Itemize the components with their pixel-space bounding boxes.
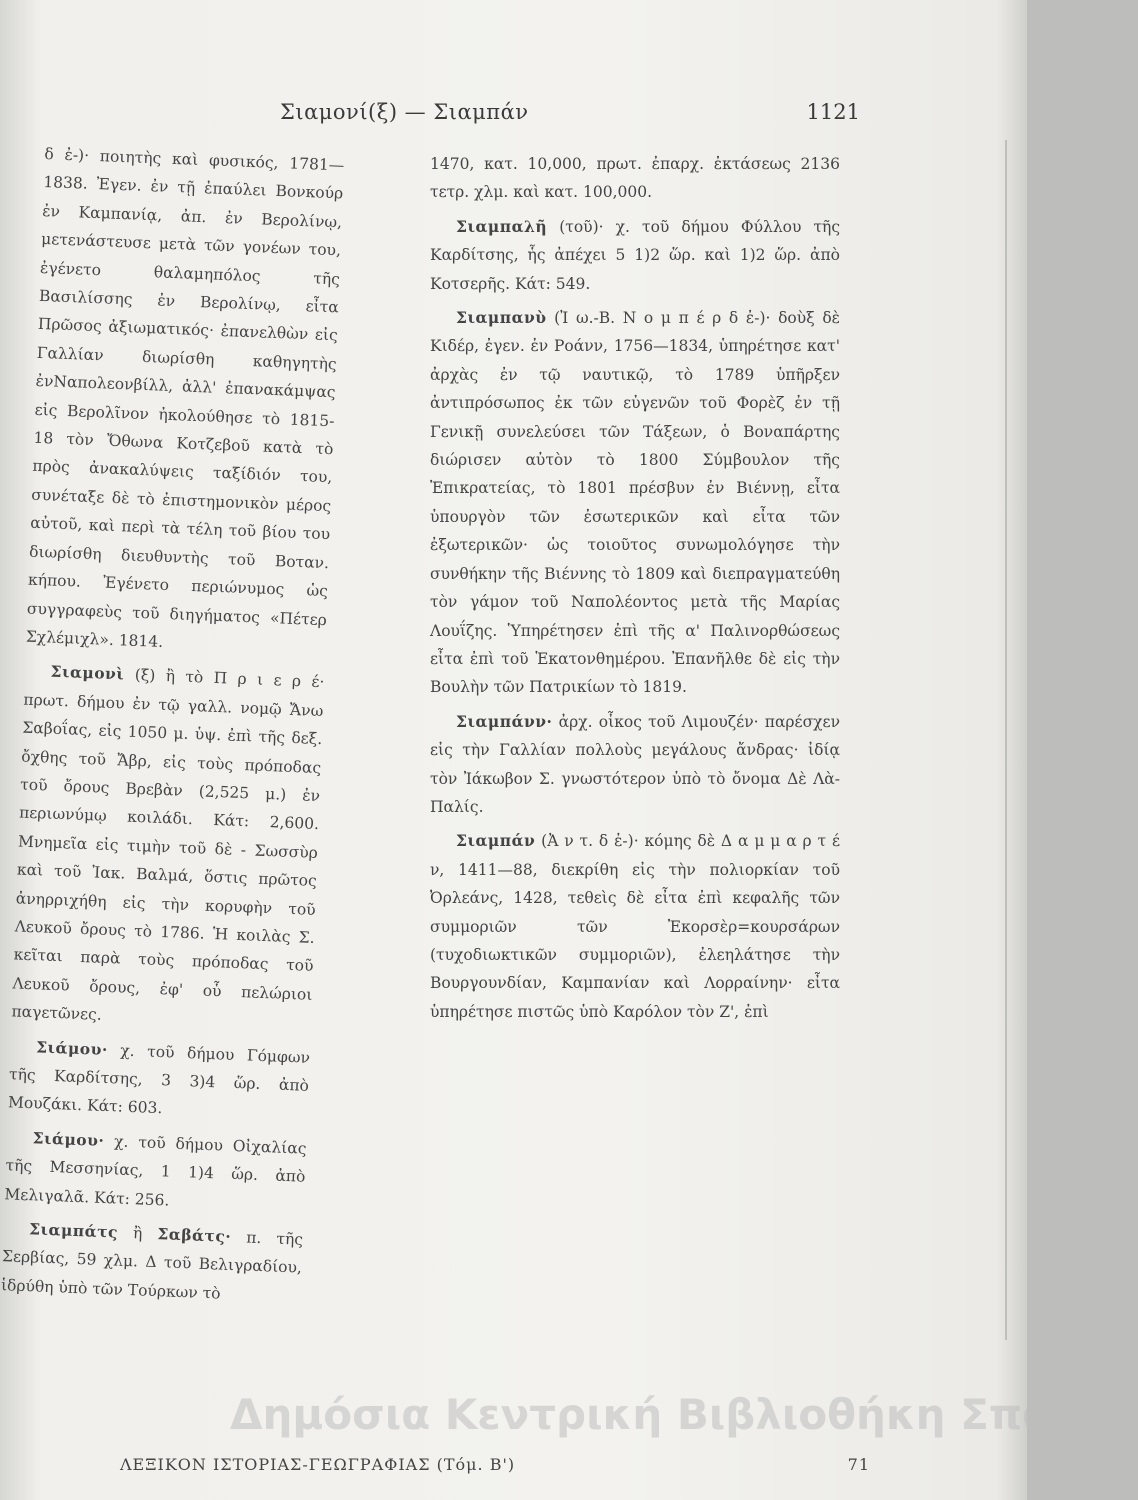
- entry-text: π. τῆς Σερβίας, 59 χλμ. Δ τοῦ Βελιγραδίου, ἱδρύθη ὑπὸ τῶν Τούρκων τὸ: [0, 1228, 304, 1303]
- entry-text: (ξ) ἢ τὸ Π ρ ι ε ρ έ· πρωτ. δήμου ἐν τῷ γαλλ. νομῷ Ἄνω Σαβοΐας, εἰς 1050 μ. ὑψ. ἐπὶ τῆς δεξ. ὄχθης τοῦ Ἄβρ, εἰς τοὺς πρόποδας τοῦ ὄρους Βρεβὰν (2,525 μ.) ἐν περιωνύμῳ κοιλάδι. Κάτ: 2,600. Μνημεῖα εἰς τιμὴν τοῦ δὲ - Σωσσὺρ καὶ τοῦ Ἰακ. Βαλμά, ὅστις πρῶτος ἀνηρριχήθη εἰς τὴν κορυφὴν τοῦ Λευκοῦ ὄρους τὸ 1786. Ἡ κοιλὰς Σ. κεῖται παρὰ τοὺς πρόποδας τοῦ Λευκοῦ ὄρους, ἐφ' οὗ πελώριοι παγετῶνες.: [11, 666, 325, 1025]
- entry-headword: Σιαμπανὺ: [456, 308, 547, 328]
- library-watermark: Δημόσια Κεντρική Βιβλιοθήκη Σπάρτη: [230, 1390, 1138, 1439]
- right-column: [430, 150, 840, 1032]
- entry-headword: Σιάμου·: [32, 1128, 105, 1150]
- entry-headword-alt: Σαβάτς·: [157, 1224, 232, 1246]
- entry-headword: Σιαμπαλῆ: [456, 216, 548, 236]
- signature-mark: 71: [847, 1455, 870, 1474]
- entry-text: (Ἀ ν τ. δ ἐ-)· κόμης δὲ Δ α μ μ α ρ τ έ ν, 1411—88, διεκρίθη εἰς τὴν πολιορκίαν τοῦ Ὀρλεάνς, 1428, τεθεὶς δὲ εἶτα ἐπὶ κεφαλῆς τῶν συμμοριῶν τῶν Ἐκορσὲρ=κουρσάρων (τυχοδιωκτικῶν συμμοριῶν), ἐλεηλάτησε τὴν Βουργουνδίαν, Καμπανίαν καὶ Λορραίνην· εἶτα ὑπηρέτησε πιστῶς ὑπὸ Καρόλον τὸν Ζ', ἐπὶ: [430, 832, 840, 1021]
- entry-siampann: [430, 708, 840, 822]
- entry-text: χ. τοῦ δήμου Γόμφων τῆς Καρδίτσης, 3 3)4 ὥρ. ἀπὸ Μουζάκι. Κάτ: 603.: [7, 1041, 311, 1118]
- entry-siampany: [430, 304, 840, 702]
- running-head: Σιαμονί(ξ) — Σιαμπάν: [280, 100, 529, 124]
- entry-text: χ. τοῦ δήμου Οἰχαλίας τῆς Μεσσηνίας, 1 1)4 ὥρ. ἀπὸ Μελιγαλᾶ. Κάτ: 256.: [4, 1132, 307, 1210]
- entry-headword: Σιαμπάτς: [28, 1219, 119, 1242]
- page-footer: [120, 1455, 880, 1479]
- entry-siampan: [430, 827, 840, 1026]
- entry-siampali: [430, 213, 840, 298]
- entry-siamoni: [11, 657, 325, 1038]
- entry-siamou-2: [4, 1123, 307, 1220]
- page-edge-rule: [1005, 140, 1007, 1340]
- page-header: [40, 100, 860, 130]
- entry-continuation: 1470, κατ. 10,000, πρωτ. ἐπαρχ. ἐκτάσεως 2136 τετρ. χλμ. καὶ κατ. 100,000.: [430, 155, 840, 202]
- book-title: ΛΕΞΙΚΟΝ ΙΣΤΟΡΙΑΣ-ΓΕΩΓΡΑΦΙΑΣ (Τόμ. Β'): [120, 1455, 516, 1474]
- entry-headword: Σιαμονὶ: [50, 661, 125, 684]
- entry-text: (τοῦ)· χ. τοῦ δήμου Φύλλου τῆς Καρδίτσης, ἧς ἀπέχει 5 1)2 ὥρ. καὶ 1)2 ὥρ. ἀπὸ Κοτσερῆς. Κάτ: 549.: [430, 217, 840, 293]
- page-number: 1121: [806, 100, 860, 124]
- entry-siamou-1: [7, 1032, 310, 1129]
- entry-continuation: δ ἐ-)· ποιητὴς καὶ φυσικός, 1781—1838. Ἐγεν. ἐν τῇ ἐπαύλει Βονκούρ ἐν Καμπανίᾳ, ἀπ. ἐν Βερολίνῳ, μετενάστευσε μετὰ τῶν γονέων του, ἐγένετο θαλαμηπόλος τῆς Βασιλίσσης ἐν Βερολίνῳ, εἶτα Πρῶσος ἀξιωματικός· ἐπανελθὼν εἰς Γαλλίαν διωρίσθη καθηγητὴς ἐνΝαπολεονβίλλ, ἀλλ' ἐπανακάμψας εἰς Βερολῖνον ἠκολούθησε τὸ 1815-18 τὸν Ὄθωνα Κοτζεβοῦ κατὰ τὸ πρὸς ἀνακαλύψεις ταξίδιόν του, συνέταξε δὲ τὸ ἐπιστημονικὸν μέρος αὐτοῦ, καὶ περὶ τὰ τέλη τοῦ βίου του διωρίσθη διευθυντὴς τοῦ Βοταν. κήπου. Ἐγένετο περιώνυμος ὡς συγγραφεὺς τοῦ διηγήματος «Πέτερ Σχλέμιχλ». 1814.: [25, 144, 345, 651]
- entry-text: ἀρχ. οἶκος τοῦ Λιμουζέν· παρέσχεν εἰς τὴν Γαλλίαν πολλοὺς μεγάλους ἄνδρας· ἰδίᾳ τὸν Ἰάκωβον Σ. γνωστότερον ὑπὸ τὸ ὄνομα Δὲ Λὰ-Παλίς.: [430, 712, 840, 816]
- entry-headword: Σιάμου·: [35, 1036, 109, 1059]
- left-column: [0, 140, 345, 1317]
- entry-connector: ἢ: [132, 1224, 143, 1243]
- entry-siampats: [0, 1214, 303, 1311]
- entry-headword: Σιαμπάν: [456, 831, 536, 851]
- entry-text: (Ἰ ω.-Β. Ν ο μ π έ ρ δ ἐ-)· δοὺξ δὲ Κιδέρ, ἐγεν. ἐν Ροάνν, 1756—1834, ὑπηρέτησε κατ' ἀρχὰς ἐν τῷ ναυτικῷ, τὸ 1789 ὑπῆρξεν ἀντιπρόσωπος ἐκ τῶν εὐγενῶν τοῦ Φορὲζ ἐν τῇ Γενικῇ συνελεύσει τῶν Τάξεων, ὁ Βοναπάρτης διώρισεν αὐτὸν τὸ 1800 Σύμβουλον τῆς Ἐπικρατείας, τὸ 1801 πρέσβυν ἐν Βιέννῃ, εἶτα ὑπουργὸν τῶν ἐσωτερικῶν καὶ εἶτα τῶν ἐξωτερικῶν· ὡς τοιοῦτος συνωμολόγησε τὴν συνθήκην τῆς Βιέννης τὸ 1809 καὶ διεπραγματεύθη τὸν γάμον τοῦ Ναπολέοντος μετὰ τῆς Μαρίας Λουΐζης. Ὑπηρέτησεν ἐπὶ τῆς α' Παλινορθώσεως εἶτα ἐπὶ τοῦ Ἑκατονθημέρου. Ἐπανῆλθε δὲ εἰς τὴν Βουλὴν τῶν Πατρικίων τὸ 1819.: [430, 309, 840, 697]
- entry-headword: Σιαμπάνν·: [456, 711, 553, 731]
